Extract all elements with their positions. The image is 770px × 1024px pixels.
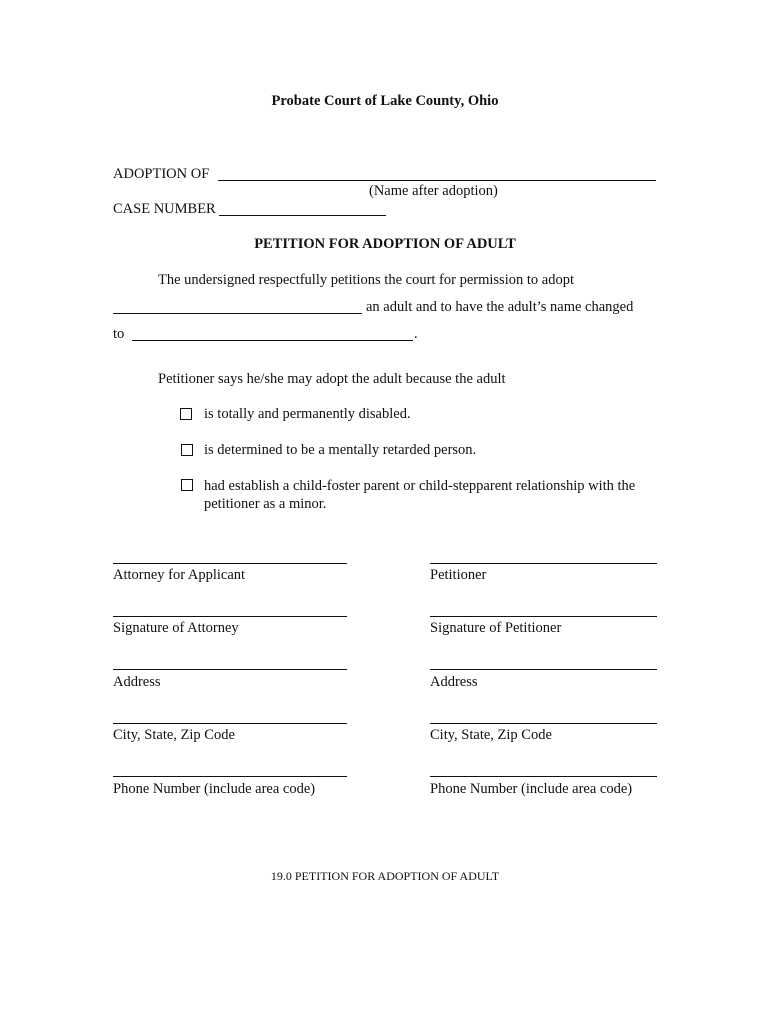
petitioner-city-state-zip-label: City, State, Zip Code [430, 727, 552, 743]
petitioner-address-label: Address [430, 674, 478, 690]
attorney-city-state-zip-label: City, State, Zip Code [113, 727, 235, 743]
option-foster-relationship-label: had establish a child-foster parent or child-stepparent relationship with the [204, 478, 636, 494]
petitioner-line[interactable] [430, 563, 657, 564]
petitioner-city-state-zip-line[interactable] [430, 723, 657, 724]
court-title: Probate Court of Lake County, Ohio [271, 93, 499, 109]
new-name-field[interactable] [132, 340, 413, 341]
attorney-for-applicant-label: Attorney for Applicant [113, 567, 246, 583]
attorney-for-applicant-line[interactable] [113, 563, 347, 564]
option-disabled-label: is totally and permanently disabled. [204, 406, 411, 422]
petitioner-label: Petitioner [430, 567, 487, 583]
signature-of-petitioner-line[interactable] [430, 616, 657, 617]
case-number-label: CASE NUMBER [113, 201, 216, 217]
option-mentally-retarded-label: is determined to be a mentally retarded person. [204, 442, 477, 458]
signature-of-attorney-line[interactable] [113, 616, 347, 617]
period: . [414, 326, 418, 342]
petition-title: PETITION FOR ADOPTION OF ADULT [254, 236, 516, 252]
attorney-phone-line[interactable] [113, 776, 347, 777]
attorney-city-state-zip-line[interactable] [113, 723, 347, 724]
petitioner-phone-line[interactable] [430, 776, 657, 777]
adult-clause: an adult and to have the adult’s name changed [366, 299, 634, 315]
option-foster-relationship-checkbox[interactable] [181, 479, 193, 491]
option-foster-relationship-label-cont: petitioner as a minor. [204, 496, 327, 512]
reason-intro: Petitioner says he/she may adopt the adult because the adult [158, 371, 506, 387]
to-label: to [113, 326, 125, 342]
adoption-of-field[interactable] [218, 180, 656, 181]
option-disabled-checkbox[interactable] [180, 408, 192, 420]
attorney-phone-label: Phone Number (include area code) [113, 781, 316, 797]
signature-of-attorney-label: Signature of Attorney [113, 620, 239, 636]
attorney-address-line[interactable] [113, 669, 347, 670]
option-mentally-retarded-checkbox[interactable] [181, 444, 193, 456]
petitioner-address-line[interactable] [430, 669, 657, 670]
adult-name-field[interactable] [113, 313, 362, 314]
signature-of-petitioner-label: Signature of Petitioner [430, 620, 562, 636]
adoption-of-label: ADOPTION OF [113, 166, 210, 182]
name-after-adoption-hint: (Name after adoption) [369, 183, 498, 199]
attorney-address-label: Address [113, 674, 161, 690]
petition-intro: The undersigned respectfully petitions the court for permission to adopt [158, 272, 574, 288]
form-footer-id: 19.0 PETITION FOR ADOPTION OF ADULT [270, 869, 500, 883]
case-number-field[interactable] [219, 215, 386, 216]
petitioner-phone-label: Phone Number (include area code) [430, 781, 633, 797]
